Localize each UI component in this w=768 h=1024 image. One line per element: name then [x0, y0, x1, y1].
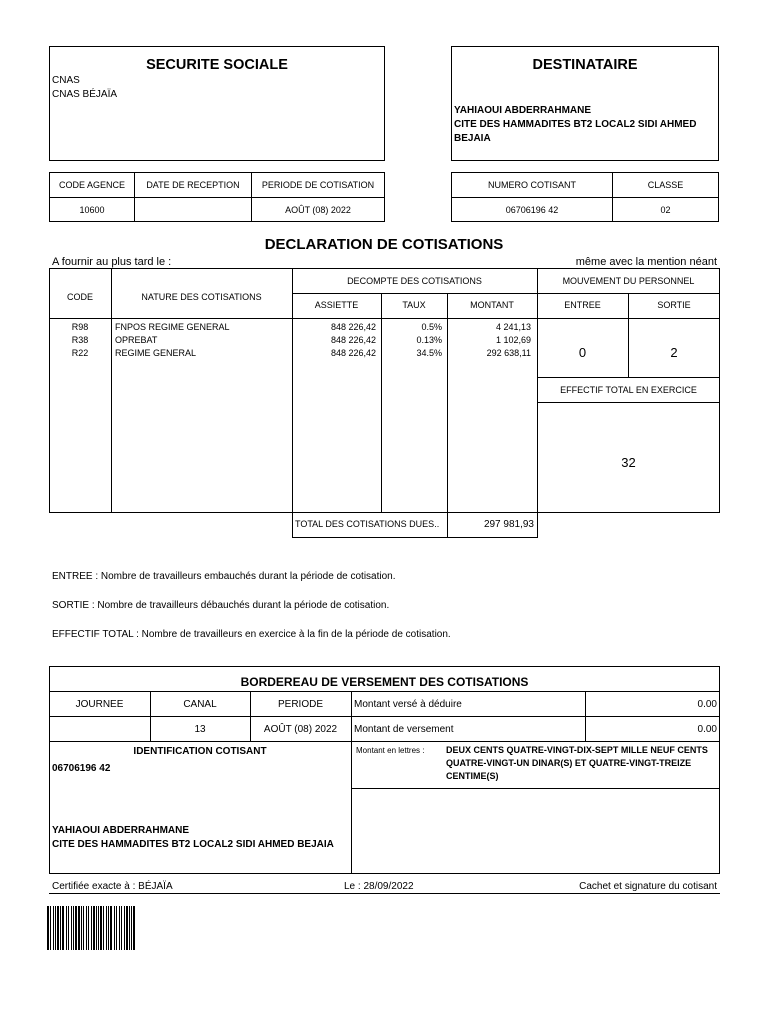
barcode-bar: [110, 906, 112, 950]
date-label: Le : 28/09/2022: [344, 881, 414, 892]
header-code: CODE: [66, 292, 93, 302]
table-row-montant: 292 638,11: [486, 348, 531, 358]
table-row-nature: OPREBAT: [115, 335, 158, 345]
barcode-bar: [71, 906, 72, 950]
barcode-bar: [116, 906, 117, 950]
header-montant: MONTANT: [470, 300, 514, 310]
total-label: TOTAL DES COTISATIONS DUES..: [295, 519, 440, 529]
table-row-nature: REGIME GENERAL: [115, 348, 197, 358]
ident-name: YAHIAOUI ABDERRAHMANE: [52, 825, 190, 836]
table-row-assiette: 848 226,42: [330, 322, 376, 332]
barcode-bar: [121, 906, 122, 950]
barcode-bar: [73, 906, 74, 950]
code-agence-value: 10600: [50, 198, 135, 222]
letters-label: Montant en lettres :: [356, 746, 425, 755]
periode-label: PERIODE: [277, 699, 323, 710]
contributor-table: [451, 172, 719, 222]
barcode-bar: [53, 906, 54, 950]
header-decompte: DECOMPTE DES COTISATIONS: [347, 276, 482, 286]
taux-column: [381, 321, 442, 360]
ident-title: IDENTIFICATION COTISANT: [133, 746, 267, 757]
mention-neant: même avec la mention néant: [575, 256, 717, 268]
header-numero-cotisant: NUMERO COTISANT: [452, 173, 613, 198]
journee-label: JOURNEE: [75, 699, 124, 710]
code-column: [49, 321, 111, 360]
sender-box: [49, 46, 385, 161]
barcode-bar: [114, 906, 115, 950]
barcode-bar: [50, 906, 51, 950]
barcode-bar: [60, 906, 61, 950]
recipient-box: [451, 46, 719, 161]
table-row-nature: FNPOS REGIME GENERAL: [115, 322, 230, 332]
definition-sortie: SORTIE : Nombre de travailleurs débauchés durant la période de cotisation.: [52, 600, 390, 611]
barcode-bar: [57, 906, 59, 950]
barcode-bar: [83, 906, 84, 950]
header-classe: CLASSE: [613, 173, 719, 198]
definition-effectif: EFFECTIF TOTAL : Nombre de travailleurs en exercice à la fin de la période de cotisation.: [52, 629, 451, 640]
certified-label: Certifiée exacte à : BÉJAÏA: [52, 881, 173, 892]
deadline-label: A fournir au plus tard le :: [52, 256, 172, 268]
recipient-name: YAHIAOUI ABDERRAHMANE: [454, 105, 592, 116]
barcode-bar: [124, 906, 125, 950]
agency-table: [49, 172, 385, 222]
letters-line1: DEUX CENTS QUATRE-VINGT-DIX-SEPT MILLE NEUF CENTS: [446, 745, 708, 755]
letters-line2: QUATRE-VINGT-UN DINAR(S) ET QUATRE-VINGT-TREIZE: [446, 758, 692, 768]
deduct-label: Montant versé à déduire: [354, 699, 462, 710]
table-row-assiette: 848 226,42: [330, 348, 376, 358]
barcode-bar: [119, 906, 120, 950]
versement-value: 0.00: [697, 724, 717, 735]
periode-value: AOÛT (08) 2022: [263, 724, 338, 735]
barcode-bar: [98, 906, 99, 950]
header-nature: NATURE DES COTISATIONS: [141, 292, 262, 302]
barcode-bar: [62, 906, 64, 950]
barcode-bar: [75, 906, 77, 950]
header-entree: ENTREE: [564, 300, 601, 310]
barcode-bar: [66, 906, 67, 950]
barcode-bar: [106, 906, 107, 950]
footer-line: [49, 893, 720, 894]
table-row-assiette: 848 226,42: [330, 335, 376, 345]
letters-line3: CENTIME(S): [446, 771, 499, 781]
classe-value: 02: [613, 198, 719, 222]
deduct-value: 0.00: [697, 699, 717, 710]
table-row-taux: 0.5%: [421, 322, 442, 332]
ident-number: 06706196 42: [52, 763, 111, 774]
sortie-value: 2: [670, 345, 678, 360]
barcode-bar: [100, 906, 102, 950]
header-effectif: EFFECTIF TOTAL EN EXERCICE: [560, 385, 697, 395]
header-mouvement: MOUVEMENT DU PERSONNEL: [562, 276, 695, 286]
barcode-bar: [68, 906, 69, 950]
barcode-bars: [47, 906, 135, 950]
header-periode-cotisation: PERIODE DE COTISATION: [252, 173, 385, 198]
total-value: 297 981,93: [483, 519, 534, 530]
barcode-bar: [86, 906, 87, 950]
entree-value: 0: [578, 345, 587, 360]
barcode-bar: [96, 906, 97, 950]
periode-cotisation-value: AOÛT (08) 2022: [252, 198, 385, 222]
header-assiette: ASSIETTE: [314, 300, 359, 310]
barcode-bar: [129, 906, 130, 950]
bordereau-title: BORDEREAU DE VERSEMENT DES COTISATIONS: [240, 675, 529, 689]
table-row-code: R38: [71, 335, 89, 345]
recipient-address-line2: BEJAIA: [454, 133, 491, 144]
effectif-value: 32: [621, 455, 636, 470]
barcode-bar: [81, 906, 82, 950]
table-row-taux: 0.13%: [416, 335, 442, 345]
barcode-bar: [78, 906, 80, 950]
recipient-title: DESTINATAIRE: [532, 57, 638, 73]
barcode-bar: [126, 906, 128, 950]
table-row-code: R98: [71, 322, 89, 332]
barcode-bar: [88, 906, 89, 950]
canal-label: CANAL: [183, 699, 217, 710]
barcode-bar: [103, 906, 104, 950]
barcode: [47, 906, 205, 950]
assiette-column: [292, 321, 376, 360]
table-row-taux: 34.5%: [416, 348, 442, 358]
barcode-bar: [108, 906, 109, 950]
table-row-montant: 4 241,13: [495, 322, 531, 332]
montant-column: [447, 321, 531, 360]
ident-address: CITE DES HAMMADITES BT2 LOCAL2 SIDI AHMED BEJAIA: [52, 839, 334, 850]
header-code-agence: CODE AGENCE: [50, 173, 135, 198]
sender-line2: CNAS BÉJAÏA: [52, 89, 118, 100]
barcode-bar: [55, 906, 56, 950]
signature-label: Cachet et signature du cotisant: [579, 881, 717, 892]
sender-title: SECURITE SOCIALE: [146, 57, 288, 73]
versement-label: Montant de versement: [354, 724, 454, 735]
barcode-bar: [131, 906, 132, 950]
date-reception-value: [135, 198, 252, 222]
sender-line1: CNAS: [52, 75, 80, 86]
barcode-bar: [133, 906, 135, 950]
barcode-bar: [91, 906, 92, 950]
recipient-address-line1: CITE DES HAMMADITES BT2 LOCAL2 SIDI AHMED: [454, 119, 697, 130]
nature-column: [115, 321, 291, 360]
header-date-reception: DATE DE RECEPTION: [135, 173, 252, 198]
numero-cotisant-value: 06706196 42: [452, 198, 613, 222]
barcode-bar: [47, 906, 49, 950]
canal-value: 13: [194, 724, 206, 735]
definition-entree: ENTREE : Nombre de travailleurs embauchés durant la période de cotisation.: [52, 571, 396, 582]
barcode-bar: [93, 906, 95, 950]
declaration-title: DECLARATION DE COTISATIONS: [264, 236, 504, 253]
table-row-montant: 1 102,69: [495, 335, 531, 345]
header-sortie: SORTIE: [657, 300, 691, 310]
table-row-code: R22: [71, 348, 89, 358]
header-taux: TAUX: [402, 300, 426, 310]
